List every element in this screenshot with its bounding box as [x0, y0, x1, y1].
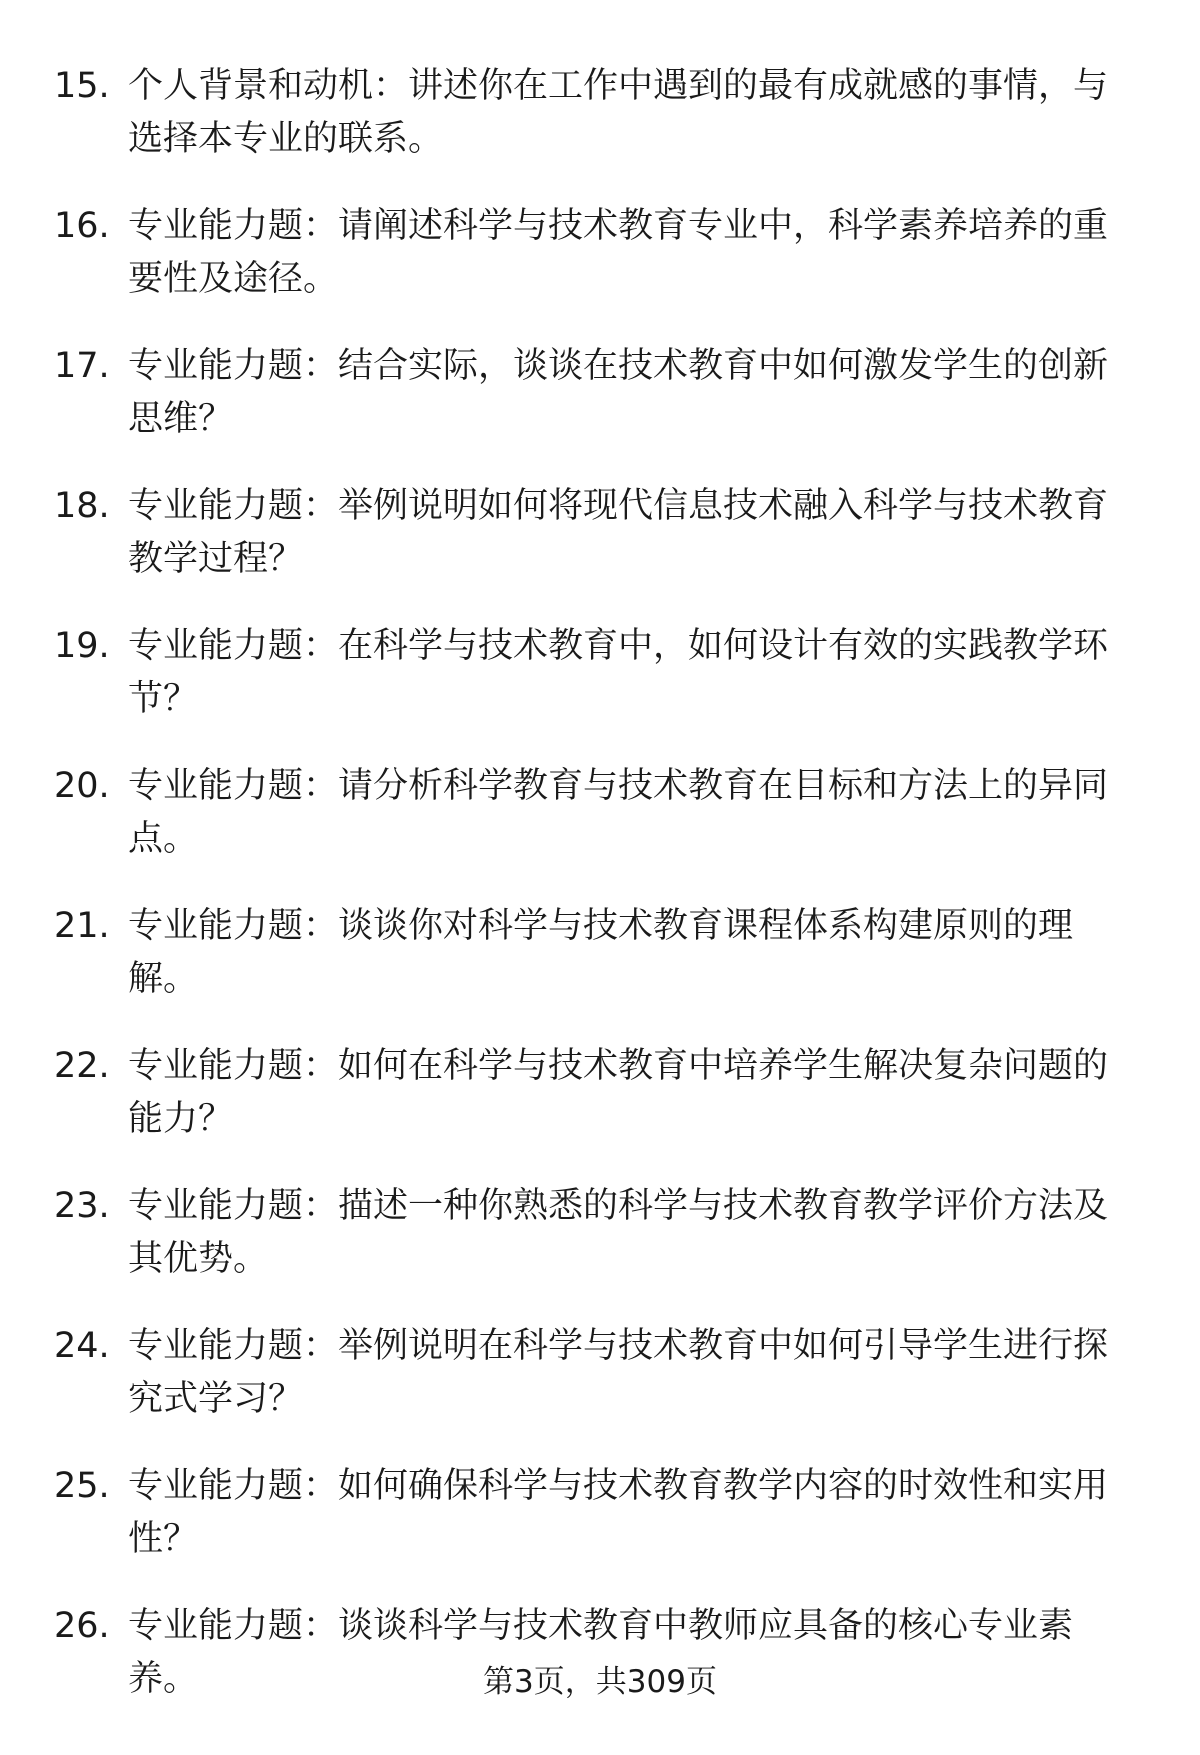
- question-item: [0, 200, 1200, 306]
- question-number: 25.: [54, 1466, 110, 1506]
- question-number: 20.: [54, 766, 110, 806]
- question-item: [0, 480, 1200, 586]
- question-item: [0, 60, 1200, 166]
- question-number: 24.: [54, 1326, 110, 1366]
- question-number: 15.: [54, 66, 110, 106]
- question-text: 专业能力题：描述一种你熟悉的科学与技术教育教学评价方法及其优势。: [128, 1186, 1109, 1279]
- page-footer: 第3页，共309页: [483, 1664, 717, 1700]
- question-item: [0, 1040, 1200, 1146]
- question-number: 17.: [54, 346, 110, 386]
- question-item: [0, 760, 1200, 866]
- question-text: 专业能力题：请阐述科学与技术教育专业中，科学素养培养的重要性及途径。: [128, 206, 1109, 299]
- question-text: 专业能力题：谈谈你对科学与技术教育课程体系构建原则的理解。: [128, 906, 1074, 999]
- question-text: 专业能力题：如何在科学与技术教育中培养学生解决复杂问题的能力？: [128, 1046, 1109, 1139]
- question-text: 专业能力题：在科学与技术教育中，如何设计有效的实践教学环节？: [128, 626, 1109, 719]
- question-item: [0, 1320, 1200, 1426]
- question-text: 专业能力题：结合实际，谈谈在技术教育中如何激发学生的创新思维？: [128, 346, 1109, 439]
- question-item: [0, 340, 1200, 446]
- question-text: 个人背景和动机：讲述你在工作中遇到的最有成就感的事情，与选择本专业的联系。: [128, 66, 1109, 159]
- question-item: [0, 1460, 1200, 1566]
- question-number: 18.: [54, 486, 110, 526]
- question-number: 16.: [54, 206, 110, 246]
- question-list: [0, 60, 1200, 1740]
- question-text: 专业能力题：如何确保科学与技术教育教学内容的时效性和实用性？: [128, 1466, 1109, 1559]
- question-number: 23.: [54, 1186, 110, 1226]
- question-text: 专业能力题：举例说明如何将现代信息技术融入科学与技术教育教学过程？: [128, 486, 1109, 579]
- question-text: 专业能力题：请分析科学教育与技术教育在目标和方法上的异同点。: [128, 766, 1109, 859]
- question-number: 26.: [54, 1606, 110, 1646]
- question-item: [0, 900, 1200, 1006]
- question-number: 22.: [54, 1046, 110, 1086]
- question-item: [0, 1180, 1200, 1286]
- question-number: 19.: [54, 626, 110, 666]
- question-text: 专业能力题：举例说明在科学与技术教育中如何引导学生进行探究式学习？: [128, 1326, 1109, 1419]
- question-item: [0, 620, 1200, 726]
- question-text: 专业能力题：谈谈科学与技术教育中教师应具备的核心专业素养。: [128, 1606, 1074, 1699]
- question-number: 21.: [54, 906, 110, 946]
